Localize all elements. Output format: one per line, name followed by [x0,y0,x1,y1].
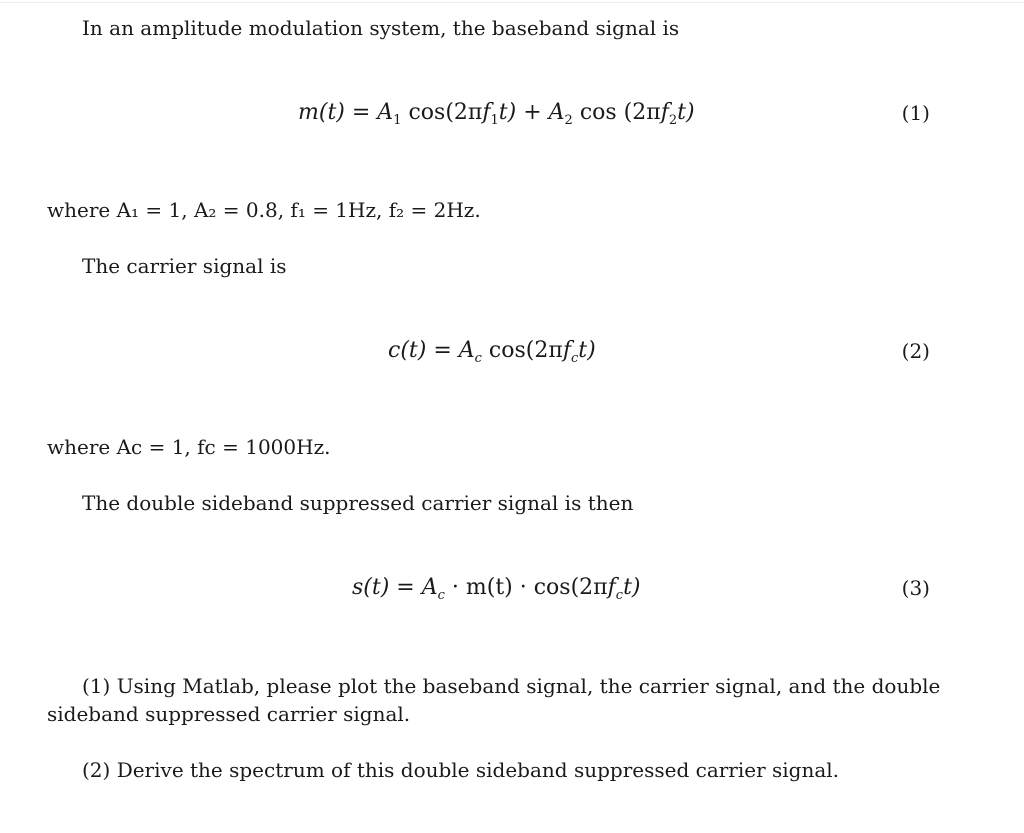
eq1-term2-fsub: 2 [668,113,678,128]
eq1-term2-end: t) [677,100,695,125]
eq1-term1-coef: A [377,100,394,125]
eq3-lhs: s(t) [352,575,390,600]
intro-text: In an amplitude modulation system, the baseband signal is [82,16,680,40]
equation-1-number: (1) [901,101,930,125]
where-1-text: where A₁ = 1, A₂ = 0.8, f₁ = 1Hz, f₂ = 2Hz. [47,198,481,222]
eq1-term1-f: f [482,100,491,125]
eq1-term2-sub: 2 [564,113,573,128]
question-2: (2) Derive the spectrum of this double sideband suppressed carrier signal. [82,758,840,782]
equation-2: $c(t) = A_c$ $\cos(2\pi f_ct)$ [388,338,596,366]
carrier-intro-text: The carrier signal is [82,254,287,278]
eq2-end: t) [578,338,596,363]
top-divider [0,2,1024,3]
eq1-term1-sub: 1 [393,113,402,128]
equation-3-number: (3) [901,576,930,600]
dsb-intro-text: The double sideband suppressed carrier signal is then [82,491,634,515]
eq3-mid: · m(t) · cos(2π [444,575,608,600]
eq3-coef: A [421,575,438,600]
where-2-text: where Ac = 1, fc = 1000Hz. [47,435,331,459]
eq3-f: f [607,575,616,600]
question-1-line-1: (1) Using Matlab, please plot the baseband signal, the carrier signal, and the double [82,674,941,698]
eq2-f-sub: c [570,351,579,366]
eq1-term1-end: t) [498,100,517,125]
equation-2-number: (2) [901,339,930,363]
eq1-lhs: m(t) [298,100,345,125]
eq1-term1-fn: cos(2π [401,100,483,125]
eq3-end: t) [623,575,641,600]
eq1-plus: + [516,100,549,125]
eq2-fn: cos(2π [481,338,563,363]
eq1-term2-f: f [660,100,669,125]
equation-1: $m(t) = A_1$ $\cos(2\pi f_1t) + A_2$ $\cos (2\pi f_2t)$ [298,100,695,128]
eq1-term2-fn: cos (2π [572,100,661,125]
question-1-line-2: sideband suppressed carrier signal. [47,702,411,726]
eq2-lhs: c(t) [388,338,427,363]
eq2-coef-sub: c [474,351,482,366]
eq2-f: f [562,338,571,363]
eq1-term2-coef: A [548,100,565,125]
equation-3: $s(t) = A_c \cdot m(t) \cdot \cos(2\pi f_ct)$ [352,575,641,603]
eq2-coef: A [458,338,475,363]
eq1-term1-fsub: 1 [490,113,499,128]
eq3-coef-sub: c [437,588,445,603]
eq3-f-sub: c [615,588,624,603]
